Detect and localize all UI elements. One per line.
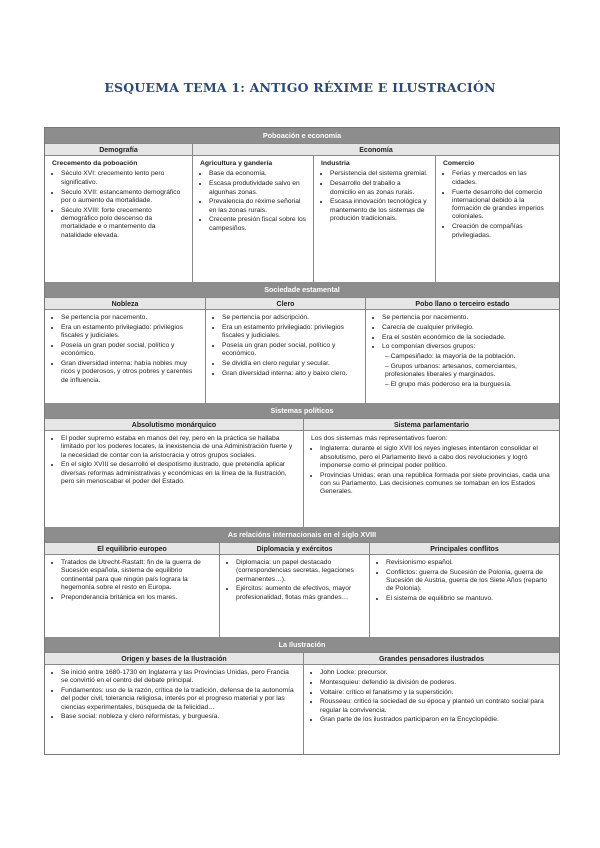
- list-item: • En el siglo XVIII se desarrolló el despotismo ilustrado, que pretendía aplicar diversas reformas administrativas y económicas en la línea de la Ilustración, pero sin menoscabar el poder del Estado.: [61, 461, 296, 486]
- thinkers-column: [303, 665, 559, 754]
- page-title: ESQUEMA TEMA 1: ANTIGO RÉXIME E ILUSTRACIÓN: [104, 80, 496, 95]
- third-estate-list: [373, 314, 552, 352]
- list-item: • Montesquieu: defendió la división de poderes.: [320, 679, 552, 687]
- list-item: • Rousseau: criticó la sociedad de su época y planteó un contrato social para regular la convivencia.: [320, 698, 552, 715]
- list-item: • Revisionismo español.: [386, 559, 552, 567]
- conflicts-header: Principales conflitos: [369, 542, 559, 555]
- list-item: • Diplomacia: un papel destacado (correspondencias secretas, legaciones permanentes…).: [236, 559, 362, 584]
- industry-column: [313, 156, 435, 282]
- balance-column: [45, 555, 219, 637]
- demography-list: [52, 170, 185, 239]
- commerce-col-title: Comercio: [443, 160, 475, 167]
- nobility-list: [52, 314, 198, 385]
- third-estate-column: [365, 310, 559, 403]
- list-item: • Desarrollo del traballo a domicilio en as zonas rurais.: [330, 180, 428, 197]
- list-item: • John Locke: precursor.: [320, 669, 552, 677]
- industry-list: [321, 170, 428, 223]
- third-estate-groups: [373, 353, 552, 389]
- agriculture-column: [192, 156, 313, 282]
- section-band-society: Sociedade estamental: [45, 282, 559, 297]
- list-item: • Base da economía.: [209, 170, 306, 178]
- list-item: • Base social: nobleza y clero reformistas, y burguesía.: [61, 713, 296, 721]
- absolutism-list: [52, 435, 296, 486]
- list-item: • Carecía de cualquier privilegio.: [382, 324, 552, 332]
- parliamentary-list: [311, 445, 552, 496]
- list-item: • Era el sostén económico de la sociedade.: [382, 334, 552, 342]
- list-item: • Se pertencía por adscripción.: [222, 314, 358, 322]
- economy-header: Economía: [192, 143, 559, 156]
- absolutism-header: Absolutismo monárquico: [45, 418, 303, 431]
- list-item: • Gran diversidad interna: había nobles muy ricos y poderosos, y otros pobres y carentes de influencia.: [61, 360, 198, 385]
- list-item: • Escasa innovación tecnológica y mantemento de los sistemas de produción tradicionais.: [330, 198, 428, 223]
- list-item: – Campesiñado: la mayoría de la población.: [385, 353, 552, 361]
- list-item: • Conflictos: guerra de Sucesión de Polonia, guerra de Sucesión de Austria, guerra de los Siete Años (reparto de Polonia).: [386, 569, 552, 594]
- diplomacy-list: [227, 559, 362, 602]
- list-item: • Preponderancia británica en los mares.: [61, 594, 212, 602]
- demography-col-title: Crecemento da poboación: [52, 160, 138, 167]
- origins-header: Origen y bases de la Ilustración: [45, 652, 303, 665]
- absolutism-column: [45, 431, 303, 527]
- parliamentary-intro: Los dos sistemas más representativos fueron:: [311, 435, 448, 442]
- conflicts-column: [369, 555, 559, 637]
- clergy-header: Clero: [205, 297, 365, 310]
- list-item: • Século XVII: estancamento demográfico por o aumento da mortalidade.: [61, 189, 185, 206]
- list-item: • Século XVI: crecemento lento pero significativo.: [61, 170, 185, 187]
- commerce-list: [443, 170, 552, 239]
- clergy-list: [213, 314, 358, 378]
- section-band-international: As relacións internacionais en el siglo XVIII: [45, 527, 559, 542]
- list-item: • Se inició entre 1680-1730 en Inglaterra y las Provincias Unidas, pero Francia se convirtió en el centro del debate principal.: [61, 669, 296, 686]
- diplomacy-column: [219, 555, 369, 637]
- list-item: • Ejércitos: aumento de efectivos, mayor profesionalidad, flotas más grandes…: [236, 585, 362, 602]
- balance-list: [52, 559, 212, 602]
- demography-column: [45, 156, 192, 282]
- list-item: • Era un estamento privilegiado: privilegios fiscales y judiciales.: [222, 324, 358, 341]
- list-item: • Se pertencía por nacemento.: [382, 314, 552, 322]
- parliamentary-header: Sistema parlamentario: [303, 418, 559, 431]
- list-item: • Voltaire: crítico el fanatismo y la superstición.: [320, 689, 552, 697]
- list-item: • Poseía un gran poder social, político y económico.: [222, 342, 358, 359]
- section-band-politics: Sistemas políticos: [45, 403, 559, 418]
- parliamentary-column: [303, 431, 559, 527]
- nobility-column: [45, 310, 205, 403]
- industry-col-title: Industria: [321, 160, 350, 167]
- list-item: • Gran parte de los ilustrados participaron en la Encyclopédie.: [320, 716, 552, 724]
- list-item: • Prevalencia do réxime señorial en las zonas rurais.: [209, 198, 306, 215]
- agriculture-list: [200, 170, 306, 233]
- agriculture-col-title: Agricultura y gandería: [200, 160, 273, 167]
- scheme-table: [44, 127, 560, 755]
- list-item: • Escasa produtividade salvo en algunhas zonas.: [209, 180, 306, 197]
- list-item: • Se dividía en clero regular y secular.: [222, 360, 358, 368]
- list-item: • Inglaterra: durante el siglo XVII los reyes ingleses intentaron consolidar el absolutismo, pero el Parlamento llevó a cabo dos revoluciones y logró imponerse como el principal poder político.: [320, 445, 552, 470]
- list-item: • Lo componían diversos grupos:: [382, 343, 552, 351]
- clergy-column: [205, 310, 365, 403]
- list-item: – Grupos urbanos: artesanos, comerciantes, profesionales liberales y marginados.: [385, 363, 552, 380]
- diplomacy-header: Diplomacia y exércitos: [219, 542, 369, 555]
- thinkers-header: Grandes pensadores ilustrados: [303, 652, 559, 665]
- list-item: • El poder supremo estaba en manos del rey, pero en la práctica se hallaba limitado por los poderes locales, la inexistencia de una Administración fuerte y la necesidad de contar con la aristocracia y otros grupos sociales.: [61, 435, 296, 460]
- list-item: • Provincias Unidas: eran una república formada por siete provincias, cada una con su Parlamento. Las decisiones comunes se tomaban en los Estados Generales.: [320, 472, 552, 497]
- list-item: • Poseía un gran poder social, político y económico.: [61, 342, 198, 359]
- conflicts-list: [377, 559, 552, 603]
- list-item: • Fuerte desarrollo del comercio internacional debido a la formación de grandes imperios coloniales.: [452, 189, 552, 222]
- section-band-enlightenment: La Ilustración: [45, 637, 559, 652]
- commerce-column: [435, 156, 559, 282]
- origins-list: [52, 669, 296, 722]
- list-item: • Crecente presión fiscal sobre los campesiños.: [209, 216, 306, 233]
- list-item: • Persistencia del sistema gremial.: [330, 170, 428, 178]
- list-item: • Fundamentos: uso de la razón, crítica de la tradición, defensa de la autonomía del poder civil, tolerancia religiosa, interés por el progreso material y por las ciencias experimentales, búsqueda de la felicidad…: [61, 687, 296, 712]
- list-item: • Creación de compañías privilegiadas.: [452, 223, 552, 240]
- list-item: • Ferias y mercados en las cidades.: [452, 170, 552, 187]
- origins-column: [45, 665, 303, 754]
- list-item: • El sistema de equilibrio se mantuvo.: [386, 595, 552, 603]
- demography-header: Demografía: [45, 143, 192, 156]
- list-item: • Gran diversidad interna: alto y baixo clero.: [222, 370, 358, 378]
- thinkers-list: [311, 669, 552, 725]
- list-item: • Se pertencía por nacemento.: [61, 314, 198, 322]
- list-item: – El grupo más poderoso era la burguesía.: [385, 381, 552, 389]
- third-estate-header: Pobo llano o terceiro estado: [365, 297, 559, 310]
- nobility-header: Nobleza: [45, 297, 205, 310]
- section-band-population: Poboación e economía: [45, 128, 559, 143]
- balance-header: El equilibrio europeo: [45, 542, 219, 555]
- list-item: • Século XVIII: forte crecemento demográfico polo descenso da mortalidade e o mantemento da natalidade elevada.: [61, 207, 185, 240]
- list-item: • Tratados de Utrecht-Rastatt: fin de la guerra de Sucesión española, sistema de equilibrio continental para que ningún país lograra la hegemonía sobre el resto en Europa.: [61, 559, 212, 592]
- list-item: • Era un estamento privilegiado: privilegios fiscales y judiciales.: [61, 324, 198, 341]
